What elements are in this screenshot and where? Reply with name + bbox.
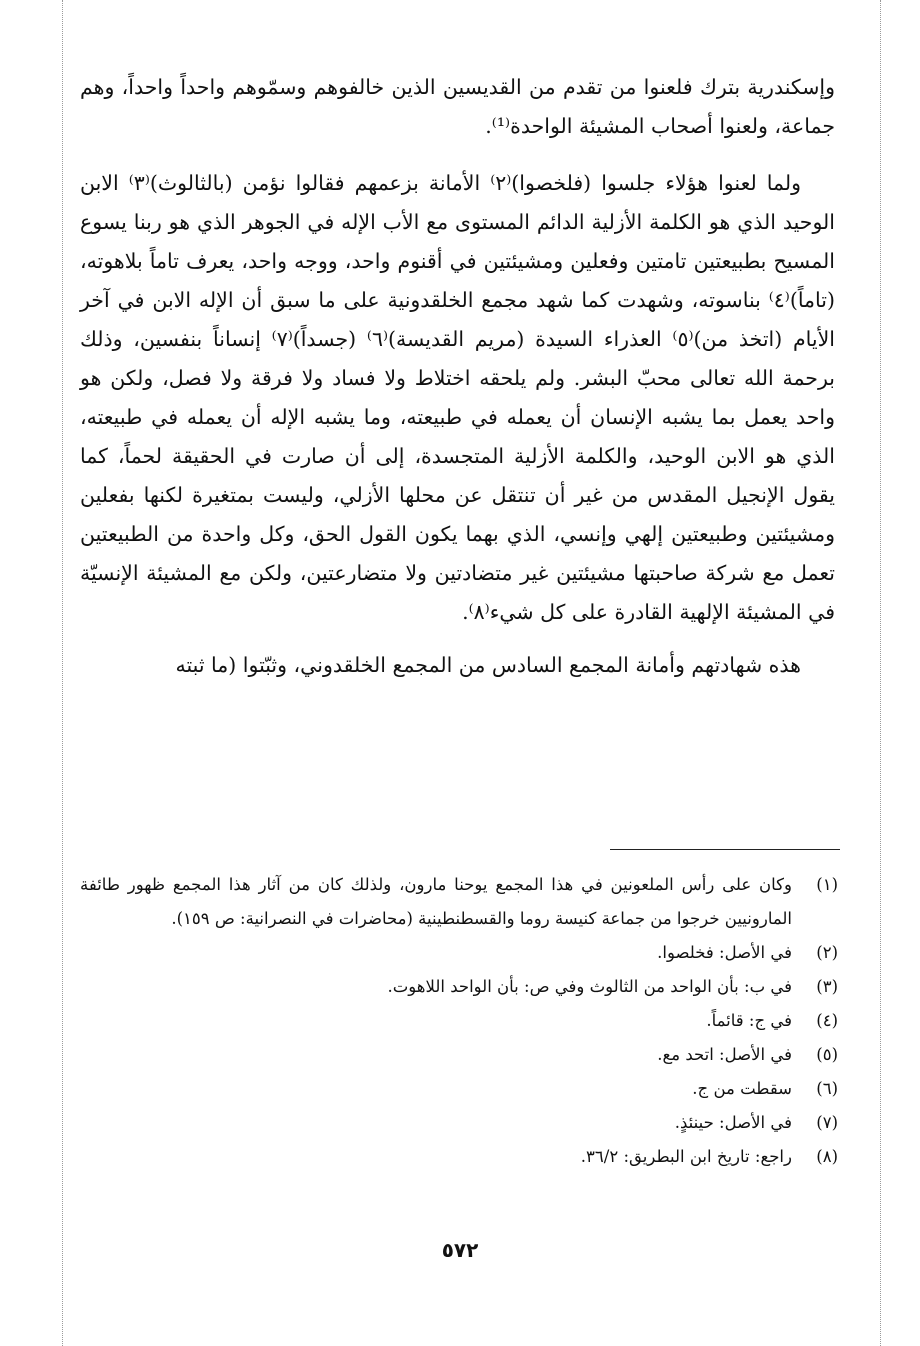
footnote-1 xyxy=(80,868,838,936)
footnotes-list xyxy=(80,868,838,1174)
footnote-number: (٧) xyxy=(816,1113,838,1132)
footnote-text: وكان على رأس الملعونين في هذا المجمع يوحنا مارون، ولذلك كان من آثار هذا المجمع ظهور طائفة المارونيين خرجوا من جماعة كنيسة روما والقسطنطينية (محاضرات في النصرانية: ص ١٥٩). xyxy=(80,875,792,928)
footnote-text: في الأصل: فخلصوا. xyxy=(657,943,792,962)
footnote-separator xyxy=(610,849,840,850)
footnote-text: في الأصل: اتحد مع. xyxy=(657,1045,792,1064)
footnote-number: (١) xyxy=(816,875,838,894)
footnote-text: في ب: بأن الواحد من الثالوث وفي ص: بأن الواحد اللاهوت. xyxy=(387,977,792,996)
margin-guide-right xyxy=(880,0,881,1346)
footnote-5 xyxy=(80,1038,838,1072)
footnote-number: (٤) xyxy=(816,1011,838,1030)
footnote-number: (٣) xyxy=(816,977,838,996)
footnote-4 xyxy=(80,1004,838,1038)
footnote-text: راجع: تاريخ ابن البطريق: ٣٦/٢. xyxy=(580,1147,792,1166)
margin-guide-left xyxy=(62,0,63,1346)
footnote-number: (٦) xyxy=(816,1079,838,1098)
footnote-number: (٥) xyxy=(816,1045,838,1064)
footnote-text: سقطت من ج. xyxy=(692,1079,792,1098)
footnote-number: (٢) xyxy=(816,943,838,962)
paragraph-1: وإسكندرية بترك فلعنوا من تقدم من القديسين الذين خالفوهم وسمّوهم واحداً واحداً، وهم جماعة، ولعنوا أصحاب المشيئة الواحدة⁽¹⁾. xyxy=(80,75,835,138)
footnote-7 xyxy=(80,1106,838,1140)
footnote-number: (٨) xyxy=(816,1147,838,1166)
main-text xyxy=(80,68,835,685)
footnote-text: في ج: قائماً. xyxy=(706,1011,792,1030)
footnote-8 xyxy=(80,1140,838,1174)
footnote-3 xyxy=(80,970,838,1004)
footnote-6 xyxy=(80,1072,838,1106)
page-number: ٥٧٢ xyxy=(441,1238,479,1262)
paragraph-3: هذه شهادتهم وأمانة المجمع السادس من المجمع الخلقدوني، وثبّتوا (ما ثبته xyxy=(175,653,801,677)
paragraph-2: ولما لعنوا هؤلاء جلسوا (فلخصوا)⁽٢⁾ الأمانة بزعمهم فقالوا نؤمن (بالثالوث)⁽٣⁾ الابن الوحيد الذي هو الكلمة الأزلية الدائم المستوى مع الأب الإله في الجوهر الذي هو ربنا يسوع المسيح بطبيعتين تامتين وفعلين ومشيئتين في أقنوم واحد، ووجه واحد، يعرف تاماً بلاهوته، (تاماً)⁽٤⁾ بناسوته، وشهدت كما شهد مجمع الخلقدونية على ما سبق أن الإله الابن في آخر الأيام (اتخذ من)⁽٥⁾ العذراء السيدة (مريم القديسة)⁽٦⁾ (جسداً)⁽٧⁾ إنساناً بنفسين، وذلك برحمة الله تعالى محبّ البشر. ولم يلحقه اختلاط ولا فساد ولا فرقة ولا فصل، ولكن هو واحد يعمل بما يشبه الإنسان أن يعمله في طبيعته، وما يشبه الإله أن يعمله في طبيعته، الذي هو الابن الوحيد، والكلمة الأزلية المتجسدة، إلى أن صارت في الحقيقة لحماً، كما يقول الإنجيل المقدس من غير أن تنتقل عن محلها الأزلي، وليست بمتغيرة لكنها بفعلين ومشيئتين وطبيعتين إلهي وإنسي، الذي بهما يكون القول الحق، وكل واحدة من الطبيعتين تعمل مع شركة صاحبتها مشيئتين غير متضادتين ولا متضارعتين، ولكن مع المشيئة الإنسيّة في المشيئة الإلهية القادرة على كل شيء⁽٨⁾. xyxy=(80,171,836,624)
footnote-2 xyxy=(80,936,838,970)
footnote-text: في الأصل: حينئذٍ. xyxy=(674,1113,792,1132)
